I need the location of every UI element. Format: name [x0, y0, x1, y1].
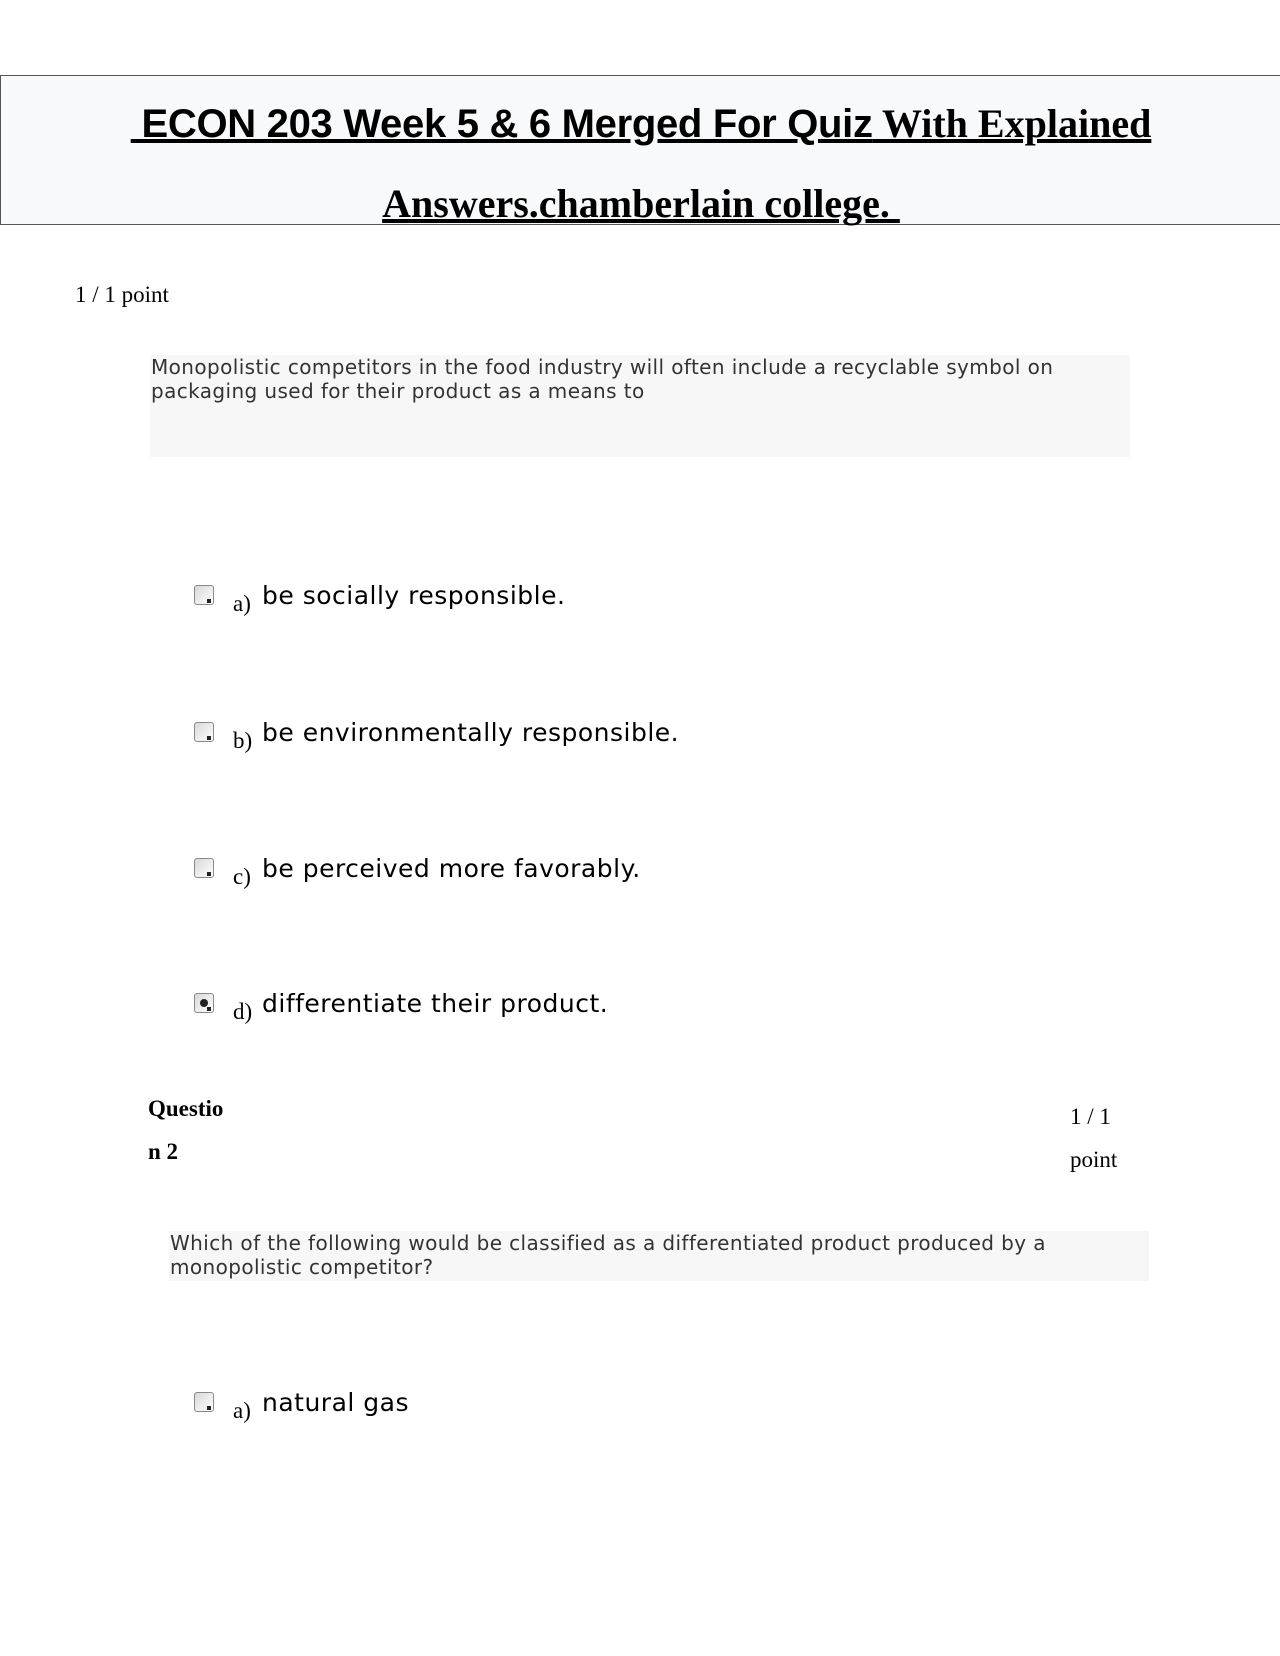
title-sans-part: ECON 203 Week 5 & 6 Merged For Quiz [130, 102, 873, 146]
radio-unchecked-icon[interactable] [194, 1392, 214, 1412]
question-2-label-line-2: n 2 [148, 1139, 179, 1164]
option-text: be environmentally responsible. [262, 718, 680, 747]
title-line-2: Answers.chamberlain college. [382, 181, 900, 226]
question-2-points-line-2: point [1070, 1147, 1118, 1172]
option-letter: a) [233, 1398, 251, 1423]
title-line-1 [1, 100, 1280, 147]
option-letter: b) [233, 728, 253, 753]
radio-unchecked-icon[interactable] [194, 858, 214, 878]
option-text: be perceived more favorably. [262, 854, 641, 883]
question-1-text: Monopolistic competitors in the food industry will often include a recyclable symbol on packaging used for their product as a means to [150, 355, 1130, 457]
option-letter: c) [233, 864, 251, 889]
option-text: be socially responsible. [262, 581, 566, 610]
question-2-label-line-1: Questio [148, 1096, 224, 1121]
radio-checked-icon[interactable] [194, 993, 214, 1013]
document-title [0, 75, 1280, 225]
question-2-label [148, 1087, 223, 1173]
radio-unchecked-icon[interactable] [194, 585, 214, 605]
option-letter: a) [233, 591, 251, 616]
question-2-points-line-1: 1 / 1 [1070, 1104, 1111, 1129]
option-letter: d) [233, 999, 253, 1024]
radio-unchecked-icon[interactable] [194, 722, 214, 742]
question-2-text: Which of the following would be classified as a differentiated product produced by a monopolistic competitor? [169, 1231, 1149, 1281]
radio-dot-icon [200, 999, 208, 1007]
title-serif-part: With Explained [872, 101, 1152, 146]
option-text: differentiate their product. [262, 989, 609, 1018]
option-text: natural gas [262, 1388, 410, 1417]
question-1-points: 1 / 1 point [75, 282, 169, 307]
question-2-points [1070, 1095, 1117, 1181]
